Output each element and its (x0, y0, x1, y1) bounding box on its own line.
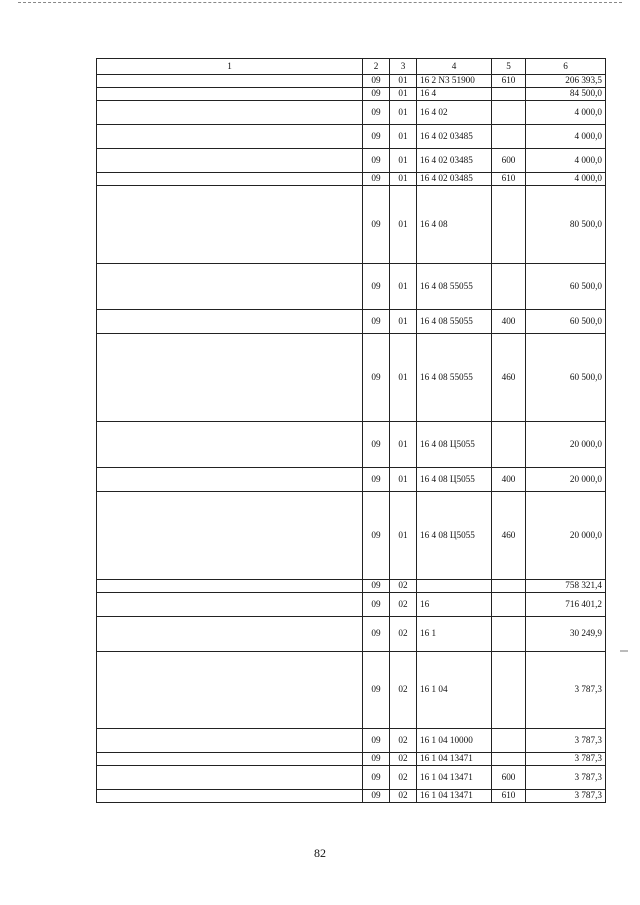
header-target-article-column: 4 (417, 59, 492, 75)
row-section: 09 (363, 766, 390, 790)
row-expense-type: 610 (492, 173, 526, 186)
row-subsection: 01 (390, 75, 417, 88)
table-row (97, 593, 606, 617)
row-target-article: 16 1 04 13471 (417, 766, 492, 790)
table-row (97, 186, 606, 264)
row-amount: 4 000,0 (526, 173, 606, 186)
row-expense-type (492, 580, 526, 593)
row-section: 09 (363, 88, 390, 101)
row-amount: 60 500,0 (526, 334, 606, 422)
row-name (97, 186, 363, 264)
row-expense-type: 460 (492, 334, 526, 422)
budget-table (96, 58, 606, 803)
row-subsection: 02 (390, 593, 417, 617)
row-target-article: 16 2 N3 51900 (417, 75, 492, 88)
row-target-article: 16 1 (417, 617, 492, 652)
table-row (97, 468, 606, 492)
row-name (97, 729, 363, 753)
row-expense-type (492, 101, 526, 125)
row-subsection: 01 (390, 264, 417, 310)
table-row (97, 125, 606, 149)
row-section: 09 (363, 264, 390, 310)
row-expense-type (492, 422, 526, 468)
row-amount: 30 249,9 (526, 617, 606, 652)
row-target-article: 16 4 08 Ц5055 (417, 492, 492, 580)
row-amount: 3 787,3 (526, 729, 606, 753)
row-section: 09 (363, 334, 390, 422)
row-section: 09 (363, 753, 390, 766)
row-subsection: 02 (390, 790, 417, 803)
row-expense-type: 400 (492, 310, 526, 334)
row-target-article: 16 4 08 Ц5055 (417, 468, 492, 492)
table-row (97, 790, 606, 803)
row-section: 09 (363, 310, 390, 334)
row-subsection: 02 (390, 580, 417, 593)
budget-table-wrap (96, 58, 605, 803)
scan-edge-mark (620, 650, 628, 652)
row-target-article: 16 4 08 55055 (417, 264, 492, 310)
row-section: 09 (363, 652, 390, 729)
row-amount: 20 000,0 (526, 492, 606, 580)
row-target-article: 16 4 02 03485 (417, 149, 492, 173)
table-row (97, 492, 606, 580)
row-subsection: 02 (390, 729, 417, 753)
row-subsection: 02 (390, 617, 417, 652)
header-amount-column: 6 (526, 59, 606, 75)
table-row (97, 264, 606, 310)
row-expense-type (492, 652, 526, 729)
row-amount: 60 500,0 (526, 310, 606, 334)
row-target-article: 16 4 02 03485 (417, 173, 492, 186)
header-expense-type-column: 5 (492, 59, 526, 75)
table-row (97, 766, 606, 790)
row-amount: 206 393,5 (526, 75, 606, 88)
row-name (97, 173, 363, 186)
row-subsection: 01 (390, 101, 417, 125)
row-target-article: 16 4 (417, 88, 492, 101)
row-target-article: 16 4 08 55055 (417, 334, 492, 422)
row-target-article: 16 1 04 (417, 652, 492, 729)
row-name (97, 593, 363, 617)
row-name (97, 264, 363, 310)
row-name (97, 310, 363, 334)
row-subsection: 01 (390, 310, 417, 334)
row-amount: 84 500,0 (526, 88, 606, 101)
row-name (97, 334, 363, 422)
table-header-row (97, 59, 606, 75)
row-subsection: 02 (390, 652, 417, 729)
row-subsection: 01 (390, 88, 417, 101)
row-section: 09 (363, 580, 390, 593)
table-row (97, 652, 606, 729)
row-section: 09 (363, 468, 390, 492)
row-expense-type: 460 (492, 492, 526, 580)
row-subsection: 01 (390, 468, 417, 492)
row-section: 09 (363, 422, 390, 468)
row-target-article: 16 1 04 10000 (417, 729, 492, 753)
row-section: 09 (363, 729, 390, 753)
row-expense-type (492, 88, 526, 101)
row-expense-type (492, 617, 526, 652)
row-name (97, 75, 363, 88)
table-row (97, 149, 606, 173)
row-subsection: 01 (390, 173, 417, 186)
row-subsection: 01 (390, 125, 417, 149)
table-row (97, 334, 606, 422)
row-name (97, 422, 363, 468)
row-amount: 3 787,3 (526, 753, 606, 766)
row-expense-type (492, 125, 526, 149)
row-subsection: 02 (390, 766, 417, 790)
table-row (97, 422, 606, 468)
header-section-column: 2 (363, 59, 390, 75)
row-section: 09 (363, 75, 390, 88)
row-amount: 60 500,0 (526, 264, 606, 310)
row-subsection: 01 (390, 334, 417, 422)
row-amount: 80 500,0 (526, 186, 606, 264)
row-amount: 716 401,2 (526, 593, 606, 617)
row-target-article: 16 4 02 (417, 101, 492, 125)
row-target-article: 16 1 04 13471 (417, 790, 492, 803)
row-amount: 758 321,4 (526, 580, 606, 593)
row-name (97, 468, 363, 492)
row-amount: 3 787,3 (526, 652, 606, 729)
row-target-article: 16 4 08 55055 (417, 310, 492, 334)
row-name (97, 766, 363, 790)
table-row (97, 580, 606, 593)
table-row (97, 310, 606, 334)
row-name (97, 790, 363, 803)
row-section: 09 (363, 593, 390, 617)
row-target-article (417, 580, 492, 593)
row-name (97, 617, 363, 652)
table-row (97, 101, 606, 125)
row-amount: 20 000,0 (526, 468, 606, 492)
row-name (97, 580, 363, 593)
row-expense-type (492, 753, 526, 766)
table-row (97, 753, 606, 766)
row-expense-type (492, 264, 526, 310)
row-section: 09 (363, 101, 390, 125)
row-section: 09 (363, 149, 390, 173)
row-section: 09 (363, 186, 390, 264)
row-expense-type: 600 (492, 149, 526, 173)
row-expense-type: 600 (492, 766, 526, 790)
table-row (97, 729, 606, 753)
row-name (97, 101, 363, 125)
row-amount: 4 000,0 (526, 101, 606, 125)
header-name-column: 1 (97, 59, 363, 75)
row-amount: 20 000,0 (526, 422, 606, 468)
row-name (97, 149, 363, 173)
row-section: 09 (363, 173, 390, 186)
row-amount: 4 000,0 (526, 149, 606, 173)
row-target-article: 16 4 08 (417, 186, 492, 264)
row-expense-type: 610 (492, 790, 526, 803)
row-subsection: 01 (390, 422, 417, 468)
row-amount: 4 000,0 (526, 125, 606, 149)
top-scan-rule (18, 2, 622, 4)
row-name (97, 652, 363, 729)
row-target-article: 16 1 04 13471 (417, 753, 492, 766)
row-amount: 3 787,3 (526, 766, 606, 790)
table-row (97, 75, 606, 88)
row-target-article: 16 4 08 Ц5055 (417, 422, 492, 468)
row-section: 09 (363, 790, 390, 803)
row-subsection: 01 (390, 149, 417, 173)
row-amount: 3 787,3 (526, 790, 606, 803)
row-target-article: 16 4 02 03485 (417, 125, 492, 149)
row-target-article: 16 (417, 593, 492, 617)
row-subsection: 02 (390, 753, 417, 766)
row-section: 09 (363, 492, 390, 580)
row-section: 09 (363, 617, 390, 652)
row-expense-type (492, 593, 526, 617)
row-expense-type: 610 (492, 75, 526, 88)
header-subsection-column: 3 (390, 59, 417, 75)
row-name (97, 492, 363, 580)
row-section: 09 (363, 125, 390, 149)
row-name (97, 125, 363, 149)
row-name (97, 88, 363, 101)
row-name (97, 753, 363, 766)
row-expense-type (492, 729, 526, 753)
page-number: 82 (314, 846, 326, 860)
row-expense-type: 400 (492, 468, 526, 492)
table-row (97, 173, 606, 186)
table-row (97, 88, 606, 101)
row-subsection: 01 (390, 186, 417, 264)
table-row (97, 617, 606, 652)
row-subsection: 01 (390, 492, 417, 580)
row-expense-type (492, 186, 526, 264)
